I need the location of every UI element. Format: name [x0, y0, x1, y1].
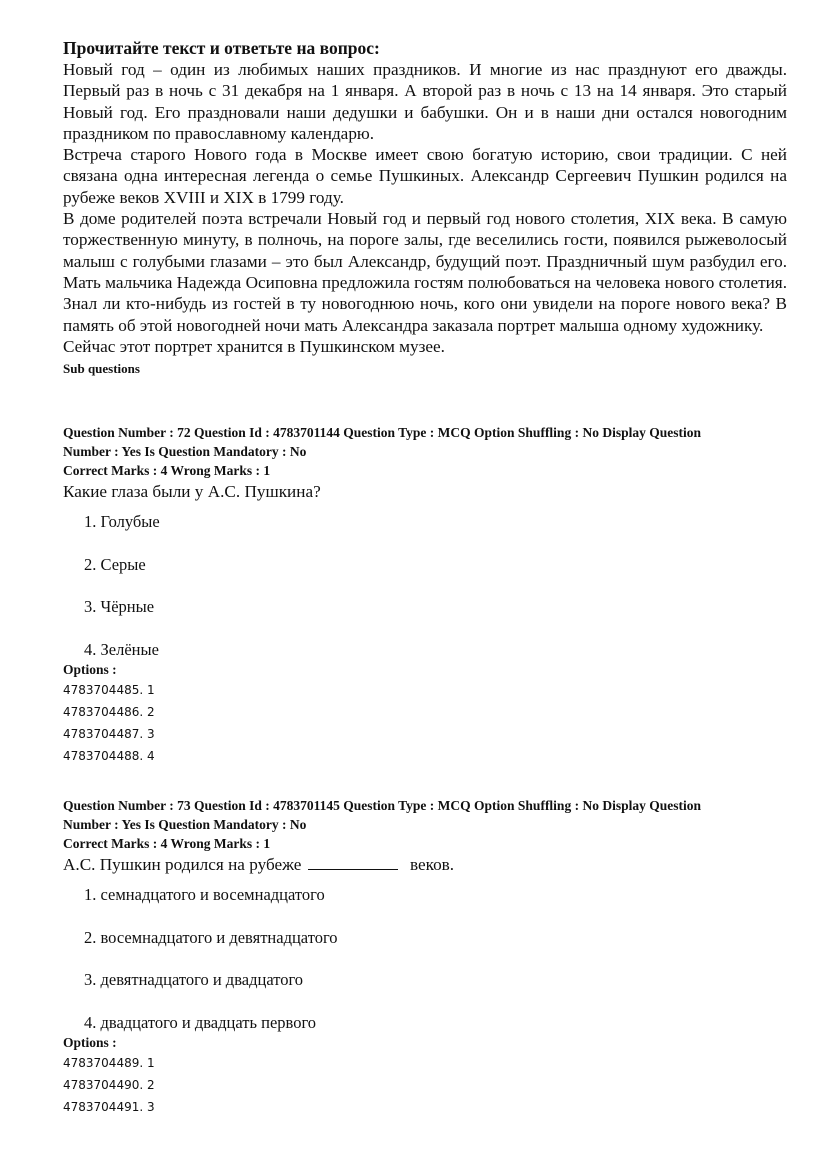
option-id: 4783704491. 3: [63, 1099, 155, 1114]
answer-choice: 3. девятнадцатого и двадцатого: [84, 970, 304, 989]
question-meta: Question Number : 72 Question Id : 4783701144 Question Type : MCQ Option Shuffling : No Display Question: [63, 425, 701, 440]
passage-paragraph: Сейчас этот портрет хранится в Пушкинском музее.: [63, 336, 445, 356]
option-id: 4783704486. 2: [63, 704, 155, 719]
passage-paragraph: Новый год – один из любимых наших праздников. И многие из нас празднуют его дважды. Первый раз в ночь с 31 декабря на 1 января. А второй раз в ночь с 13 на 14 января. Это старый Новый год. Его праздновали наши дедушки и бабушки. Он и в наши дни остался новогодним праздником по православному календарю.: [63, 60, 787, 143]
answer-choice: 2. Серые: [84, 554, 146, 574]
question-marks: Correct Marks : 4 Wrong Marks : 1: [63, 836, 271, 851]
answer-choice: 3. Чёрные: [84, 597, 155, 616]
reading-passage: [63, 59, 787, 357]
question-meta: Number : Yes Is Question Mandatory : No: [63, 444, 307, 459]
question-meta: Question Number : 73 Question Id : 4783701145 Question Type : MCQ Option Shuffling : No Display Question: [63, 798, 701, 813]
option-id: 4783704489. 1: [63, 1055, 155, 1070]
answer-choice: 1. семнадцатого и восемнадцатого: [84, 885, 325, 904]
option-id: 4783704485. 1: [63, 682, 155, 697]
answer-choice: 4. Зелёные: [84, 639, 159, 659]
question-text-after: веков.: [409, 855, 455, 874]
options-label: Options :: [63, 661, 117, 677]
answer-choice: 2. восемнадцатого и девятнадцатого: [84, 927, 338, 947]
option-id: 4783704487. 3: [63, 726, 155, 741]
document-page: [63, 38, 787, 377]
question-72: [63, 423, 787, 767]
answer-choice: 4. двадцатого и двадцать первого: [84, 1012, 317, 1032]
question-73: [63, 796, 787, 1118]
sub-questions-label: Sub questions: [63, 361, 140, 377]
passage-paragraph: Встреча старого Нового года в Москве имеет свою богатую историю, свои традиции. С ней связана одна интересная легенда о семье Пушкиных. Александр Сергеевич Пушкин родился на рубеже веков XVIII и XIX в 1799 году.: [63, 145, 787, 207]
passage-paragraph: В доме родителей поэта встречали Новый год и первый год нового столетия, XIX века. В самую торжественную минуту, в полночь, на пороге залы, где веселились гости, появился рыжеволосый малыш с голубыми глазами – это был Александр, будущий поэт. Праздничный шум разбудил его. Мать мальчика Надежда Осиповна предложила гостям полюбоваться на человека нового столетия. Знал ли кто-нибудь из гостей в ту новогоднюю ночь, кого они увидели на пороге нового века? В память об этой новогодней ночи мать Александра заказала портрет малыша одному художнику.: [63, 209, 787, 335]
option-id: 4783704490. 2: [63, 1077, 155, 1092]
answer-choice: 1. Голубые: [84, 512, 160, 531]
answer-choices: [63, 511, 787, 660]
instruction-heading: Прочитайте текст и ответьте на вопрос:: [63, 38, 380, 58]
question-text: [63, 854, 787, 876]
question-meta: Number : Yes Is Question Mandatory : No: [63, 817, 307, 832]
option-id: 4783704488. 4: [63, 748, 155, 763]
answer-choices: [63, 884, 787, 1033]
options-label: Options :: [63, 1034, 117, 1050]
question-text: Какие глаза были у А.С. Пушкина?: [63, 482, 321, 501]
question-marks: Correct Marks : 4 Wrong Marks : 1: [63, 463, 271, 478]
question-text-before: А.С. Пушкин родился на рубеже: [63, 855, 302, 874]
answer-blank: [308, 856, 398, 870]
